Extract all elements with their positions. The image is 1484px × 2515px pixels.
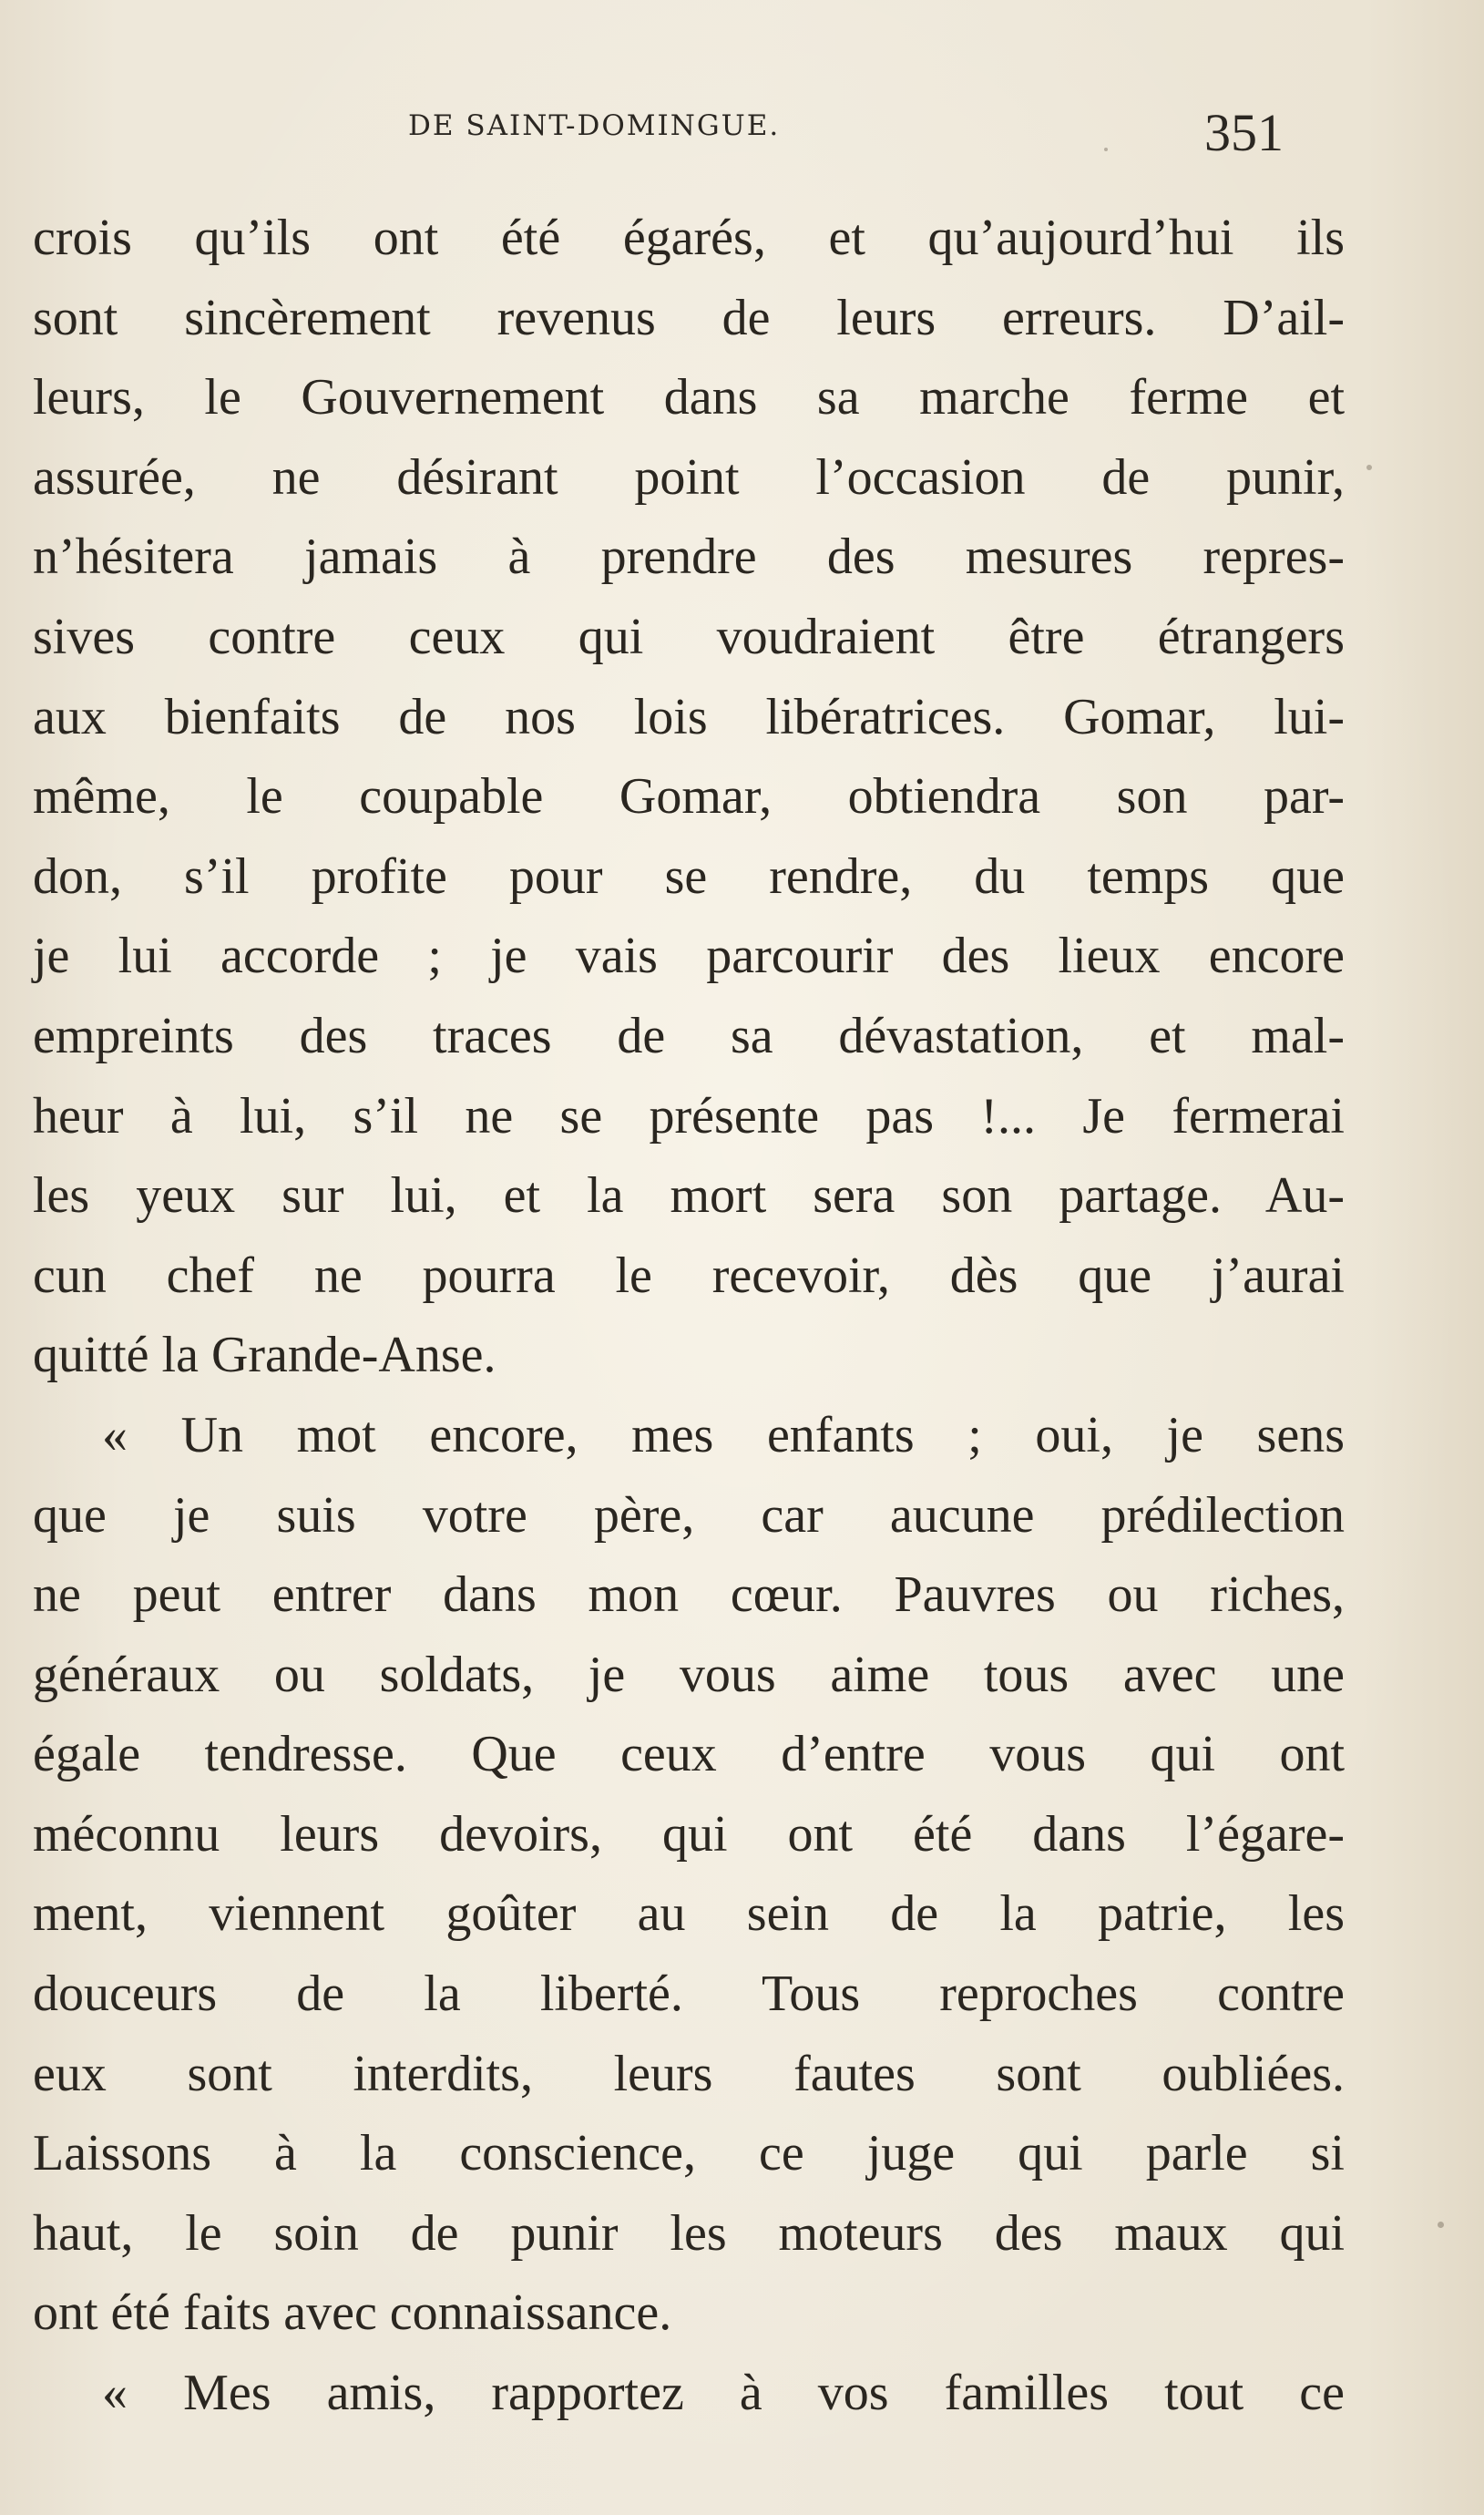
text-line: heur à lui, s’il ne se présente pas !... Je fermerai <box>33 1087 1345 1145</box>
paper-speck <box>1104 148 1108 151</box>
paper-speck <box>1438 2222 1444 2228</box>
text-line: empreints des traces de sa dévastation, et mal- <box>33 1007 1345 1064</box>
page-number: 351 <box>1204 103 1284 162</box>
text-line: « Mes amis, rapportez à vos familles tout ce <box>102 2365 1345 2422</box>
text-line: ont été faits avec connaissance. <box>33 2284 672 2342</box>
text-line: don, s’il profite pour se rendre, du temps que <box>33 847 1345 905</box>
text-line: crois qu’ils ont été égarés, et qu’aujourd’hui ils <box>33 210 1345 266</box>
text-line: leurs, le Gouvernement dans sa marche ferme et <box>33 369 1345 426</box>
text-line: même, le coupable Gomar, obtiendra son par- <box>33 768 1345 826</box>
text-line: eux sont interdits, leurs fautes sont oubliées. <box>33 2045 1345 2102</box>
text-line: n’hésitera jamais à prendre des mesures repres- <box>33 529 1345 586</box>
text-line: égale tendresse. Que ceux d’entre vous qui ont <box>33 1726 1345 1783</box>
text-line: ne peut entrer dans mon cœur. Pauvres ou riches, <box>33 1566 1345 1624</box>
text-line: aux bienfaits de nos lois libératrices. Gomar, lui- <box>33 688 1345 745</box>
paper-speck <box>1366 465 1372 470</box>
running-head: DE SAINT-DOMINGUE. <box>408 109 781 142</box>
text-line: méconnu leurs devoirs, qui ont été dans l’égare- <box>33 1805 1345 1863</box>
text-line: quitté la Grande-Anse. <box>33 1327 496 1384</box>
text-line: Laissons à la conscience, ce juge qui parle si <box>33 2125 1345 2182</box>
text-line: généraux ou soldats, je vous aime tous avec une <box>33 1646 1345 1703</box>
text-line: ment, viennent goûter au sein de la patrie, les <box>33 1885 1345 1943</box>
text-line: haut, le soin de punir les moteurs des maux qui <box>33 2204 1345 2262</box>
text-line: sont sincèrement revenus de leurs erreurs. D’ail- <box>33 289 1345 346</box>
body-text <box>33 199 1345 2434</box>
page-header <box>0 102 1484 162</box>
text-line: douceurs de la liberté. Tous reproches contre <box>33 1966 1345 2023</box>
text-line: que je suis votre père, car aucune prédilection <box>33 1486 1345 1544</box>
text-line: je lui accorde ; je vais parcourir des lieux encore <box>33 928 1345 985</box>
text-line: sives contre ceux qui voudraient être étrangers <box>33 608 1345 665</box>
text-line: les yeux sur lui, et la mort sera son partage. Au- <box>33 1167 1345 1225</box>
text-line: assurée, ne désirant point l’occasion de punir, <box>33 448 1345 506</box>
text-line: cun chef ne pourra le recevoir, dès que j’aurai <box>33 1247 1345 1304</box>
text-line: « Un mot encore, mes enfants ; oui, je sens <box>102 1406 1345 1463</box>
